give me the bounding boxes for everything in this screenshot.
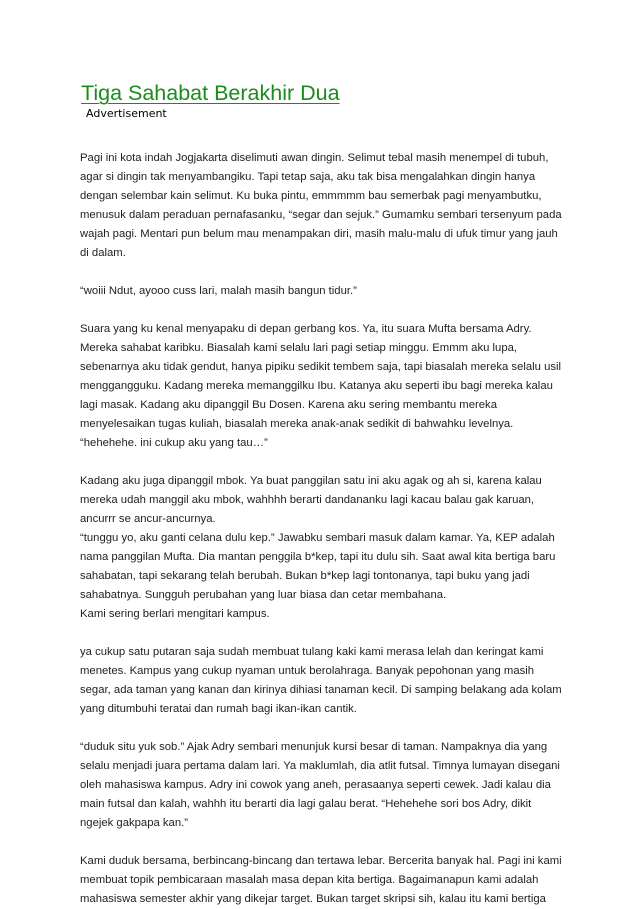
- text-line: Kami duduk bersama, berbincang-bincang dan tertawa lebar. Bercerita banyak hal. Pagi ini kami: [80, 855, 562, 867]
- paragraph: [80, 738, 560, 833]
- text-line: selalu menjadi juara pertama dalam lari. Ya maklumlah, dia atlit futsal. Timnya lumayan disegani: [80, 760, 560, 772]
- text-line: ngejek gakpapa kan.”: [80, 817, 189, 829]
- text-line: mahasiswa semester akhir yang dikejar target. Bukan target skripsi sih, kalau itu kami bertiga: [80, 893, 546, 905]
- advertisement-label: Advertisement: [86, 107, 167, 120]
- text-line: Mereka sahabat karibku. Biasalah kami selalu lari pagi setiap minggu. Emmm aku lupa,: [80, 342, 518, 354]
- text-line: Kami sering berlari mengitari kampus.: [80, 608, 270, 620]
- paragraph: [80, 852, 560, 909]
- text-line: “duduk situ yuk sob.” Ajak Adry sembari menunjuk kursi besar di taman. Nampaknya dia yang: [80, 741, 548, 753]
- text-line: menggangguku. Kadang mereka memanggilku Ibu. Katanya aku seperti ibu bagi mereka kalau: [80, 380, 553, 392]
- text-line: lagi masak. Kadang aku dipanggil Bu Dosen. Karena aku sering membantu mereka: [80, 399, 497, 411]
- text-line: nama panggilan Mufta. Dia mantan penggila b*kep, tapi itu dulu sih. Saat awal kita bertiga baru: [80, 551, 556, 563]
- text-line: dengan selembar kain selimut. Ku buka pintu, emmmmm bau semerbak pagi menyambutku,: [80, 190, 542, 202]
- paragraph: [80, 472, 560, 624]
- text-line: yang ditumbuhi teratai dan rumah bagi ikan-ikan cantik.: [80, 703, 357, 715]
- text-line: sebenarnya aku tidak gendut, hanya pipiku sedikit tembem saja, tapi biasalah mereka selalu usil: [80, 361, 562, 373]
- text-line: sahabatan, tapi sekarang telah berubah. Bukan b*kep lagi tontonanya, tapi buku yang jadi: [80, 570, 530, 582]
- text-line: Pagi ini kota indah Jogjakarta diselimuti awan dingin. Selimut tebal masih menempel di tubuh,: [80, 152, 549, 164]
- paragraph: [80, 320, 560, 453]
- text-line: oleh mahasiswa kampus. Adry ini cowok yang aneh, perasaanya seperti cewek. Jadi kalau dia: [80, 779, 551, 791]
- article-title[interactable]: Tiga Sahabat Berakhir Dua: [81, 81, 340, 105]
- paragraph-spacer: [80, 719, 560, 738]
- text-line: sahabatnya. Sungguh perubahan yang luar biasa dan cetar membahana.: [80, 589, 447, 601]
- text-line: “hehehehe. ini cukup aku yang tau…”: [80, 437, 268, 449]
- paragraph-spacer: [80, 263, 560, 282]
- text-line: Kadang aku juga dipanggil mbok. Ya buat panggilan satu ini aku agak og ah si, karena kalau: [80, 475, 542, 487]
- paragraph: [80, 643, 560, 719]
- paragraph-spacer: [80, 624, 560, 643]
- text-line: wajah pagi. Mentari pun belum mau menampakan diri, masih malu-malu di ufuk timur yang jauh: [80, 228, 558, 240]
- text-line: main futsal dan kalah, wahhh itu berarti dia lagi galau berat. “Hehehehe sori bos Adry, dikit: [80, 798, 532, 810]
- article-body: [80, 149, 560, 909]
- text-line: membuat topik pembicaraan masalah masa depan kita bertiga. Bagaimanapun kami adalah: [80, 874, 539, 886]
- text-line: ya cukup satu putaran saja sudah membuat tulang kaki kami merasa lelah dan keringat kami: [80, 646, 544, 658]
- text-line: segar, ada taman yang kanan dan kirinya dihiasi tanaman kecil. Di samping belakang ada kolam: [80, 684, 562, 696]
- text-line: “woiii Ndut, ayooo cuss lari, malah masih bangun tidur.”: [80, 285, 357, 297]
- text-line: mereka udah manggil aku mbok, wahhhh berarti dandananku lagi kacau balau gak karuan,: [80, 494, 535, 506]
- text-line: ancurrr se ancur-ancurnya.: [80, 513, 216, 525]
- paragraph-spacer: [80, 301, 560, 320]
- text-line: menyelesaikan tugas kuliah, biasalah mereka anak-anak sedikit di bahwahku levelnya.: [80, 418, 514, 430]
- paragraph: [80, 282, 560, 301]
- text-line: di dalam.: [80, 247, 126, 259]
- text-line: menetes. Kampus yang cukup nyaman untuk berolahraga. Banyak pepohonan yang masih: [80, 665, 535, 677]
- text-line: “tunggu yo, aku ganti celana dulu kep.” Jawabku sembari masuk dalam kamar. Ya, KEP adalah: [80, 532, 555, 544]
- text-line: Suara yang ku kenal menyapaku di depan gerbang kos. Ya, itu suara Mufta bersama Adry.: [80, 323, 532, 335]
- paragraph: [80, 149, 560, 263]
- text-line: agar si dingin tak menyambangiku. Tapi tetap saja, aku tak bisa mengalahkan dingin hanya: [80, 171, 536, 183]
- paragraph-spacer: [80, 833, 560, 852]
- text-line: menusuk dalam peraduan pernafasanku, “segar dan sejuk.” Gumamku sembari tersenyum pada: [80, 209, 562, 221]
- paragraph-spacer: [80, 453, 560, 472]
